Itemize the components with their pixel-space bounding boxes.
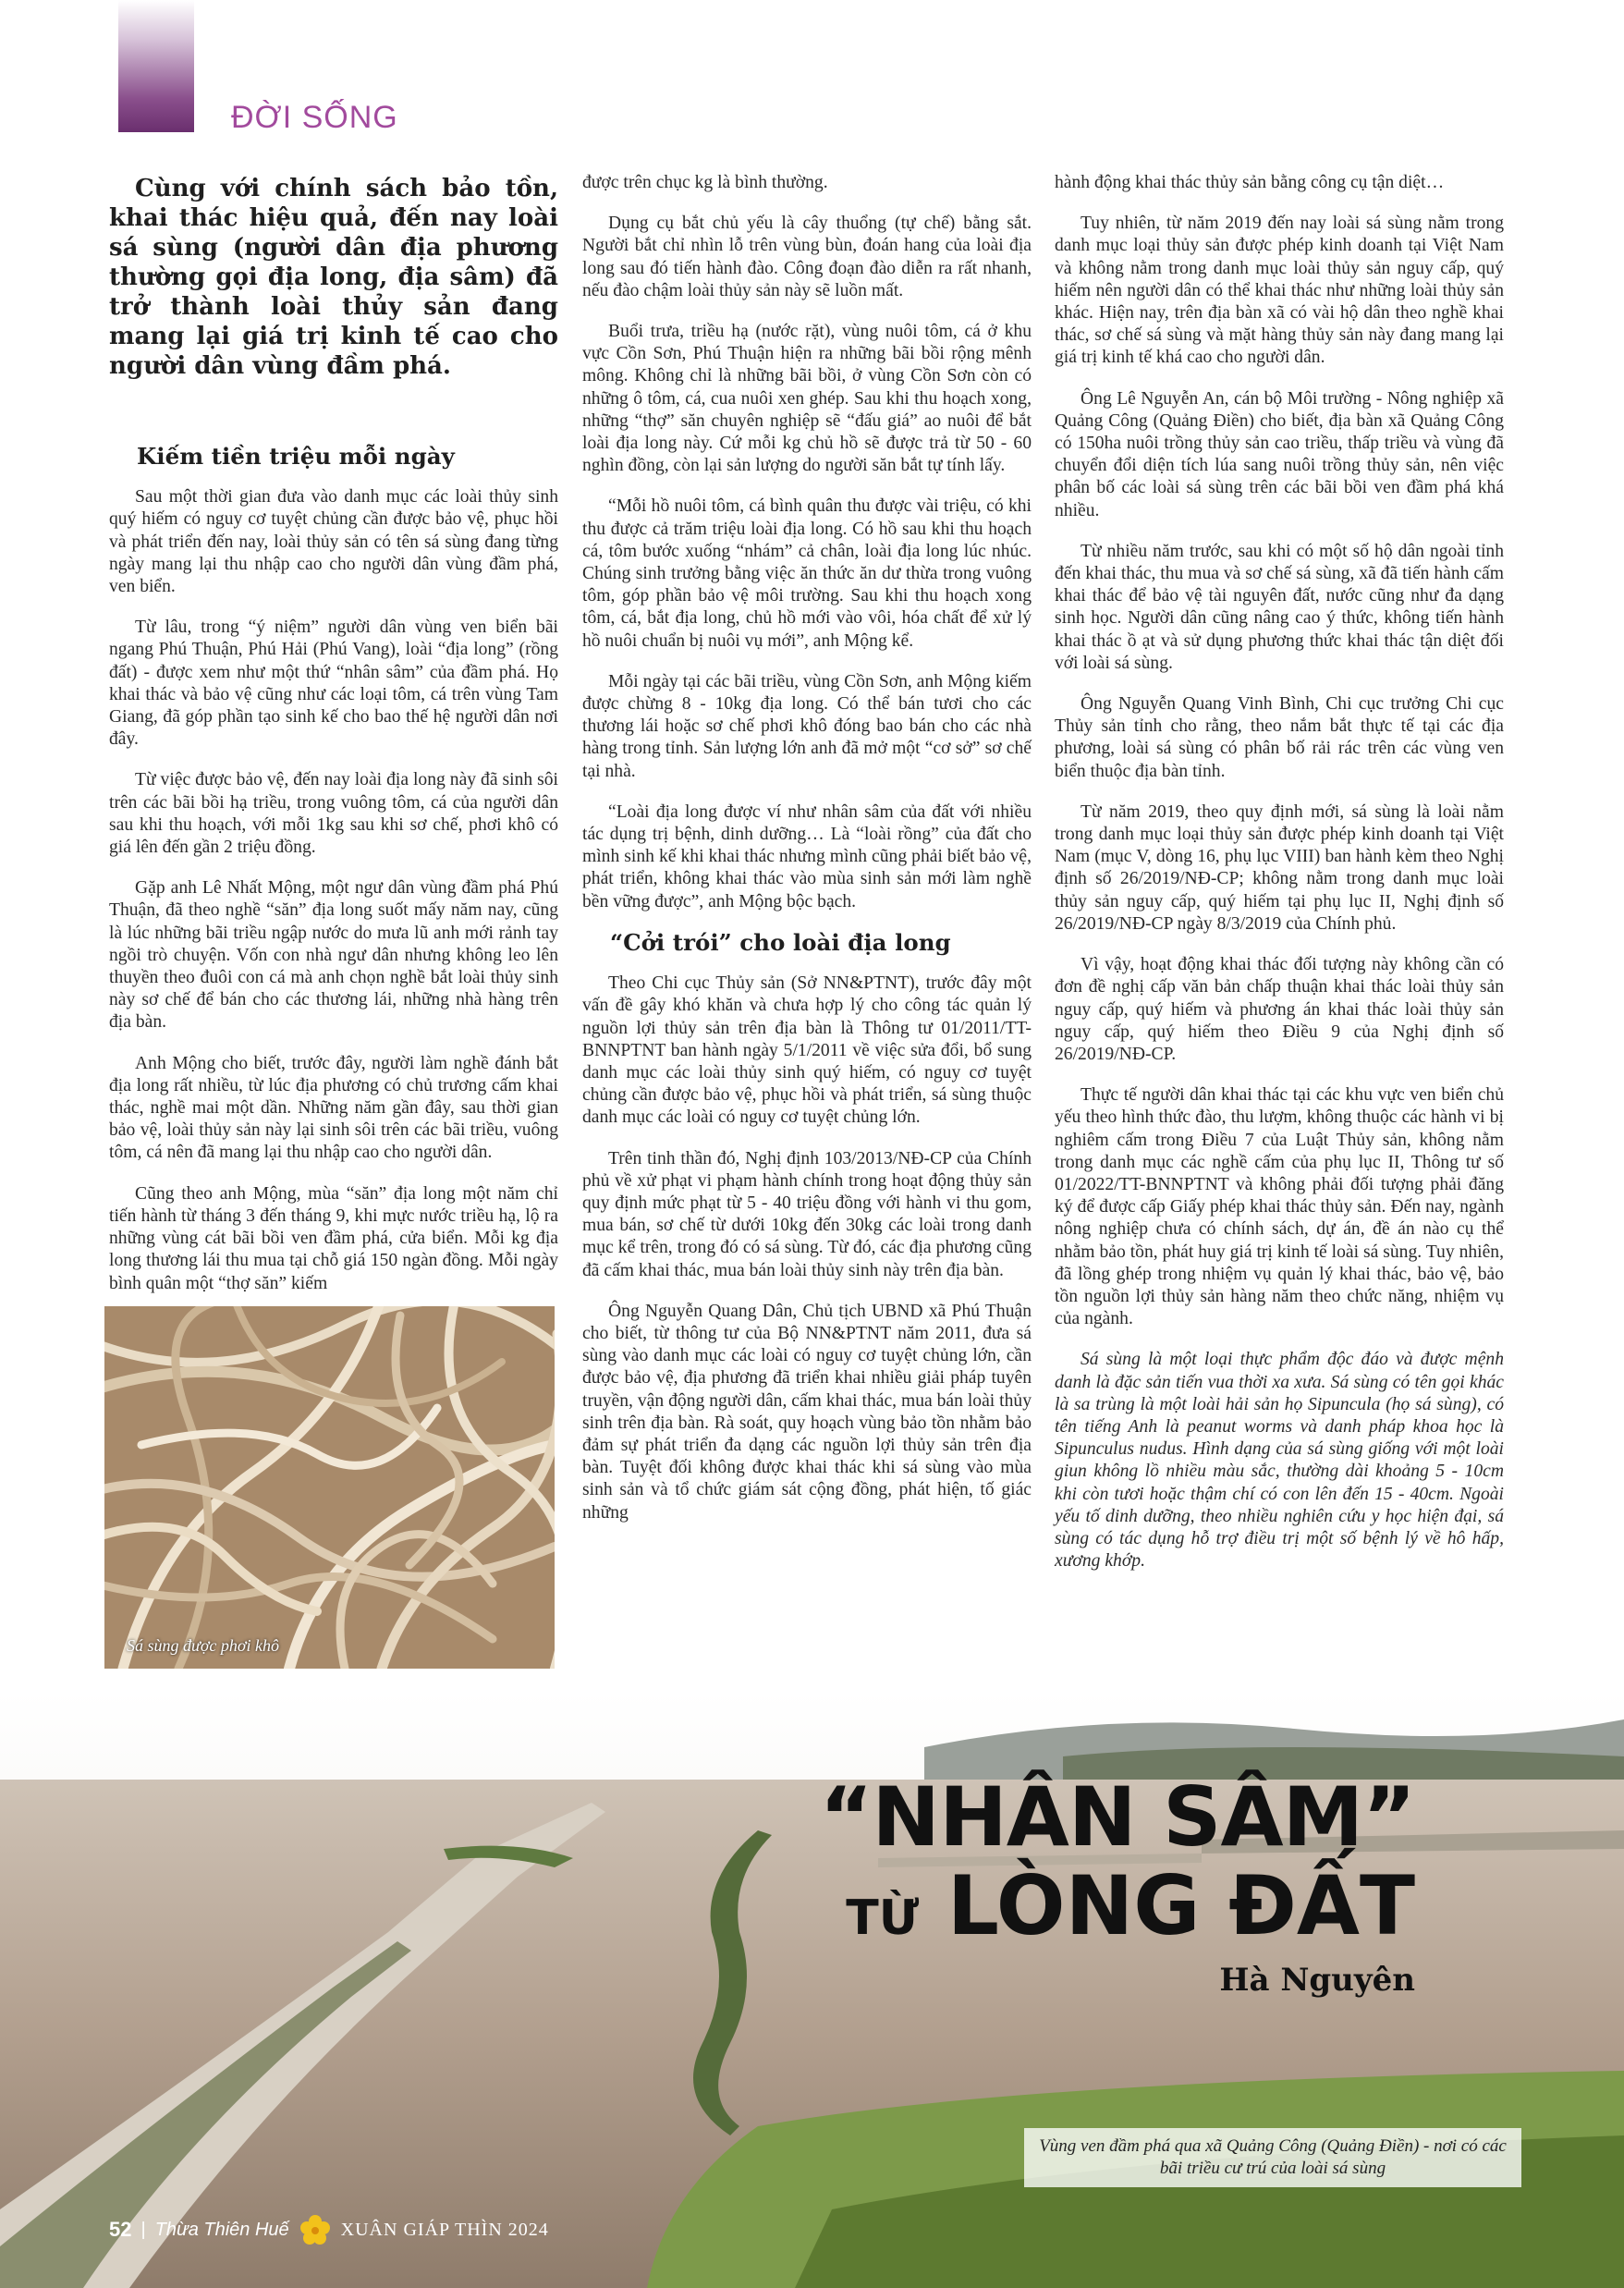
paragraph: Ông Nguyễn Quang Vinh Bình, Chi cục trưởng Chi cục Thủy sản tỉnh cho rằng, theo nắm bắt thực tế tại các địa phương, loài sá sùng có phân bố rải rác trên các vùng ven biển thuộc địa bàn tỉnh. (1055, 694, 1504, 781)
page-footer (109, 2213, 549, 2246)
title-line-2-small: TỪ (846, 1890, 920, 1946)
paragraph: Thực tế người dân khai thác tại các khu vực ven biển chủ yếu theo hình thức đào, thu lượm, không thuộc các hành vi bị nghiêm cấm trong Điều 7 của Luật Thủy sản, không nằm trong danh mục các nghề cấm của phụ lục II, Thông tư số 01/2022/TT-BNNPTNT và không phải đối tượng phải đăng ký để được cấp Giấy phép khai thác thủy sản. Đến nay, ngành nông nghiệp chưa có chính sách, dự án, đề án nào cụ thể nhằm bảo tồn, phát huy giá trị kinh tế loài sá sùng. Tuy nhiên, đã lồng ghép trong nhiệm vụ quản lý khai thác, bảo vệ, bảo tồn nguồn lợi thủy sản hàng năm theo chức năng, nhiệm vụ của ngành. (1055, 1085, 1504, 1329)
paragraph: Buổi trưa, triều hạ (nước rặt), vùng nuôi tôm, cá ở khu vực Cồn Sơn, Phú Thuận hiện ra những bãi bồi rộng mênh mông. Không chỉ là những bãi bồi, ở vùng Cồn Sơn còn có những ô tôm, cá, cua nuôi xen ghép. Sau khi thu hoạch xong, những “thợ” săn chuyên nghiệp sẽ “đấu giá” ao nuôi để bắt loài địa long này. Cứ mỗi kg chủ hồ sẽ được trả từ 50 - 60 nghìn đồng, còn lại sản lượng do người săn bắt tự tính lấy. (582, 322, 1032, 476)
paragraph: Ông Lê Nguyễn An, cán bộ Môi trường - Nông nghiệp xã Quảng Công (Quảng Điền) cho biết, địa bàn xã Quảng Công có 150ha nuôi trồng thủy sản cao triều, thấp triều và vùng đã chuyển đổi diện tích lúa sang nuôi trồng thủy sản, nên việc phân bố các loài sá sùng trên các bãi bồi ven đầm phá khá nhiều. (1055, 388, 1504, 520)
paragraph: Vì vậy, hoạt động khai thác đối tượng này không cần có đơn đề nghị cấp văn bản chấp thuận khai thác loài thủy sản nguy cấp, quý hiếm và phương án khai thác loài thủy sản nguy cấp, quý hiếm theo Điều 9 của Nghị định số 26/2019/NĐ-CP. (1055, 955, 1504, 1064)
paragraph: Từ lâu, trong “ý niệm” người dân vùng ven biển bãi ngang Phú Thuận, Phú Hải (Phú Vang), loài “địa long” (rồng đất) - được xem như một thứ “nhân sâm” của đầm phá. Họ khai thác và bảo vệ cũng như các loại tôm, cá trên vùng Tam Giang, đã góp phần tạo sinh kế cho bao thế hệ người dân nơi đây. (109, 618, 558, 750)
paragraph: được trên chục kg là bình thường. (582, 173, 828, 192)
paragraph: Từ năm 2019, theo quy định mới, sá sùng là loài nằm trong danh mục loại thủy sản được phép kinh doanh tại Việt Nam (mục V, dòng 16, phụ lục VIII) ban hành kèm theo Nghị định số 26/2019/NĐ-CP; không nằm trong danh mục loài thủy sản nguy cấp, quý hiếm tại phụ lục II, Nghị định số 26/2019/NĐ-CP ngày 8/3/2019 của Chính phủ. (1055, 801, 1504, 934)
title-line-2: LÒNG ĐẤT (946, 1858, 1415, 1953)
dried-worms-illustration (104, 1306, 555, 1669)
dried-sipunculid-photo (104, 1306, 555, 1669)
page-number: 52 (109, 2218, 132, 2241)
paragraph: hành động khai thác thủy sản bằng công cụ tận diệt… (1055, 173, 1445, 192)
landscape-caption: Vùng ven đầm phá qua xã Quảng Công (Quảng Điền) - nơi có các bãi triều cư trú của loài sá sùng (1024, 2128, 1521, 2187)
subheading-2: “Cởi trói” cho loài địa long (610, 928, 951, 956)
paragraph: Cũng theo anh Mộng, mùa “săn” địa long một năm chỉ tiến hành từ tháng 3 đến tháng 9, khi mực nước triều hạ, lộ ra những vùng cát bãi bồi ven đầm phá, cửa biển. Mỗi kg địa long thương lái thu mua tại chỗ giá 150 ngàn đồng. Mỗi ngày bình quân một “thợ săn” kiếm (109, 1183, 558, 1293)
author-name: Hà Nguyên (1219, 1962, 1415, 1999)
title-line-1: “NHÂN SÂM” (819, 1769, 1415, 1865)
paragraph: Anh Mộng cho biết, trước đây, người làm nghề đánh bắt địa long rất nhiều, từ lúc địa phương có chủ trương cấm khai thác, nghề mai một dần. Những năm gần đây, sau thời gian bảo vệ, loài thủy sản này lại sinh sôi trên các bãi triều, vuông tôm, cá nên đã mang lại thu nhập cao cho người dân. (109, 1053, 558, 1163)
column-3 (1055, 172, 1504, 1591)
footer-divider: | (140, 2219, 146, 2240)
column-1 (109, 443, 558, 1314)
section-label: ĐỜI SỐNG (231, 100, 398, 135)
paragraph: “Loài địa long được ví như nhân sâm của đất với nhiều tác dụng trị bệnh, dinh dưỡng… Là “loài rồng” của đất cho mình sinh kế khi khai thác nhưng mình cũng phải biết bảo vệ, phát triển, không khai thác vào mùa sinh sản mới làm nghề bền vững được”, anh Mộng bộc bạch. (582, 801, 1032, 912)
paragraph: Tuy nhiên, từ năm 2019 đến nay loài sá sùng nằm trong danh mục loại thủy sản được phép kinh doanh tại Việt Nam và không nằm trong danh mục loài thủy sản nguy cấp, quý hiếm nên người dân có thể khai thác như những loài thủy sản khác. Hiện nay, trên địa bàn xã có vài hộ dân theo nghề khai thác, sơ chế sá sùng và mặt hàng thủy sản này đang mang lại giá trị kinh tế khá cao cho người dân. (1055, 214, 1504, 368)
section-tab-bar (118, 0, 194, 132)
paragraph: Gặp anh Lê Nhất Mộng, một ngư dân vùng đầm phá Phú Thuận, đã theo nghề “săn” địa long suốt mấy năm nay, cũng là lúc những bãi triều ngập nước do mưa lũ anh mới rảnh tay ngồi trò chuyện. Vốn con nhà ngư dân nhưng không leo lên thuyền theo đuôi con cá mà anh chọn nghề bắt loài thủy sinh này sơ chế để bán cho các thương lái, những nhà hàng trên địa bàn. (109, 878, 558, 1033)
subheading-1: Kiếm tiền triệu mỗi ngày (137, 443, 455, 470)
photo-caption: Sá sùng được phơi khô (127, 1636, 280, 1655)
column-2 (582, 172, 1032, 1543)
paragraph: Theo Chi cục Thủy sản (Sở NN&PTNT), trước đây một vấn đề gây khó khăn và chưa hợp lý cho công tác quản lý nguồn lợi thủy sản trên địa bàn là Thông tư 01/2011/TT-BNNPTNT ban hành ngày 5/1/2011 về việc sửa đổi, bổ sung danh mục các loài thủy sinh quý hiếm, có nguy cơ tuyệt chủng cần được bảo vệ, phục hồi và phát triển, sá sùng thuộc danh mục các loài có nguy cơ tuyệt chủng lớn. (582, 973, 1032, 1128)
sidebar-note (1055, 1349, 1504, 1572)
sidebar-note-text: Sá sùng là một loại thực phẩm độc đáo và được mệnh danh là đặc sản tiến vua thời xa xưa. Sá sùng có tên gọi khác là sa trùng là một loài hải sản họ Sipuncula (họ sá sùng), có tên tiếng Anh là peanut worms và danh pháp khoa học là Sipunculus nudus. Hình dạng của sá sùng giống với một loài giun không lồ nhiều màu sắc, thường dài khoảng 5 - 10cm khi còn tươi hoặc thậm chí có con lên đến 15 - 40cm. Ngoài yếu tố dinh dưỡng, theo nhiều nghiên cứu y học hiện đại, sá sùng có tác dụng hỗ trợ điều trị một số bệnh lý về hô hấp, xương khớp. (1055, 1350, 1504, 1572)
lead-paragraph: Cùng với chính sách bảo tồn, khai thác hiệu quả, đến nay loài sá sùng (người dân địa phương thường gọi địa long, địa sâm) đã trở thành loài thủy sản đang mang lại giá trị kinh tế cao cho người dân vùng đầm phá. (109, 175, 558, 380)
issue-label: XUÂN GIÁP THÌN 2024 (340, 2219, 549, 2240)
article-title (819, 1769, 1415, 1963)
apricot-flower-icon (299, 2213, 332, 2246)
paragraph: “Mỗi hồ nuôi tôm, cá bình quân thu được vài triệu, có khi thu được cả trăm triệu loài địa long. Có hồ sau khi thu hoạch cá, tôm bước xuống “nhám” cả chân, loài địa long lúc nhúc. Chúng sinh trưởng bằng việc ăn thức ăn dư thừa trong vuông tôm, góp phần bảo vệ môi trường. Sau khi thu hoạch xong tôm, cá, bắt địa long, chủ hồ mới vào vôi, hóa chất để xử lý hồ nuôi chuẩn bị nuôi vụ mới”, anh Mộng kể. (582, 496, 1032, 651)
paragraph: Từ việc được bảo vệ, đến nay loài địa long này đã sinh sôi trên các bãi bồi hạ triều, trong vuông tôm, cá của người dân sau khi thu hoạch, với mỗi 1kg sau khi sơ chế, phơi khô có giá lên đến gần 2 triệu đồng. (109, 770, 558, 858)
paragraph: Ông Nguyễn Quang Dân, Chủ tịch UBND xã Phú Thuận cho biết, từ thông tư của Bộ NN&PTNT năm 2011, đưa sá sùng vào danh mục các loài có nguy cơ tuyệt chủng lớn, cần được bảo vệ, địa phương đã triển khai nhiều giải pháp tuyên truyền, vận động người dân, cấm khai thác, mua bán loài thủy sinh trên địa bàn. Rà soát, quy hoạch vùng bảo tồn nhằm bảo đảm sự phát triển đa dạng các nguồn lợi thủy sản trên địa bàn. Tuyệt đối không được khai thác khi sá sùng vào mùa sinh sản và tổ chức giám sát cộng đồng, phát hiện, tố giác những (582, 1301, 1032, 1523)
magazine-name: Thừa Thiên Huế (154, 2219, 289, 2240)
paragraph: Từ nhiều năm trước, sau khi có một số hộ dân ngoài tỉnh đến khai thác, thu mua và sơ chế sá sùng, xã đã tiến hành cấm khai thác để bảo vệ tài nguyên đất, nước cũng như đa dạng sinh học. Người dân cũng nâng cao ý thức, không tiến hành khai thác ồ ạt và sử dụng phương thức khai thác tận diệt đối với loài sá sùng. (1055, 541, 1504, 673)
title-line-2-wrap (820, 1858, 1415, 1963)
paragraph: Mỗi ngày tại các bãi triều, vùng Cồn Sơn, anh Mộng kiếm được chừng 8 - 10kg địa long. Có thể bán tươi cho các thương lái hoặc sơ chế phơi khô đóng bao bán cho các nhà hàng trong tỉnh. Sản lượng lớn anh đã mở một “cơ sở” sơ chế tại nhà. (582, 671, 1032, 781)
paragraph: Dụng cụ bắt chủ yếu là cây thuổng (tự chế) bằng sắt. Người bắt chỉ nhìn lỗ trên vùng bùn, đoán hang của loài địa long sau đó tiến hành đào. Công đoạn đào diễn ra rất nhanh, nếu đào chậm loài thủy sản này sẽ luồn mất. (582, 214, 1032, 300)
paragraph: Trên tinh thần đó, Nghị định 103/2013/NĐ-CP của Chính phủ về xử phạt vi phạm hành chính trong hoạt động thủy sản quy định mức phạt từ 5 - 40 triệu đồng với hành vi thu gom, mua bán, sơ chế từ dưới 10kg đến 30kg các loài trong danh mục kể trên, trong đó có sá sùng. Từ đó, các địa phương cũng đã cấm khai thác, mua bán loài thủy sinh này trên địa bàn. (582, 1148, 1032, 1280)
paragraph: Sau một thời gian đưa vào danh mục các loài thủy sinh quý hiếm có nguy cơ tuyệt chủng cần được bảo vệ, phục hồi và phát triển đến nay, loài thủy sản có tên sá sùng đang từng ngày mang lại thu nhập cao cho người dân vùng đầm phá, ven biển. (109, 487, 558, 597)
